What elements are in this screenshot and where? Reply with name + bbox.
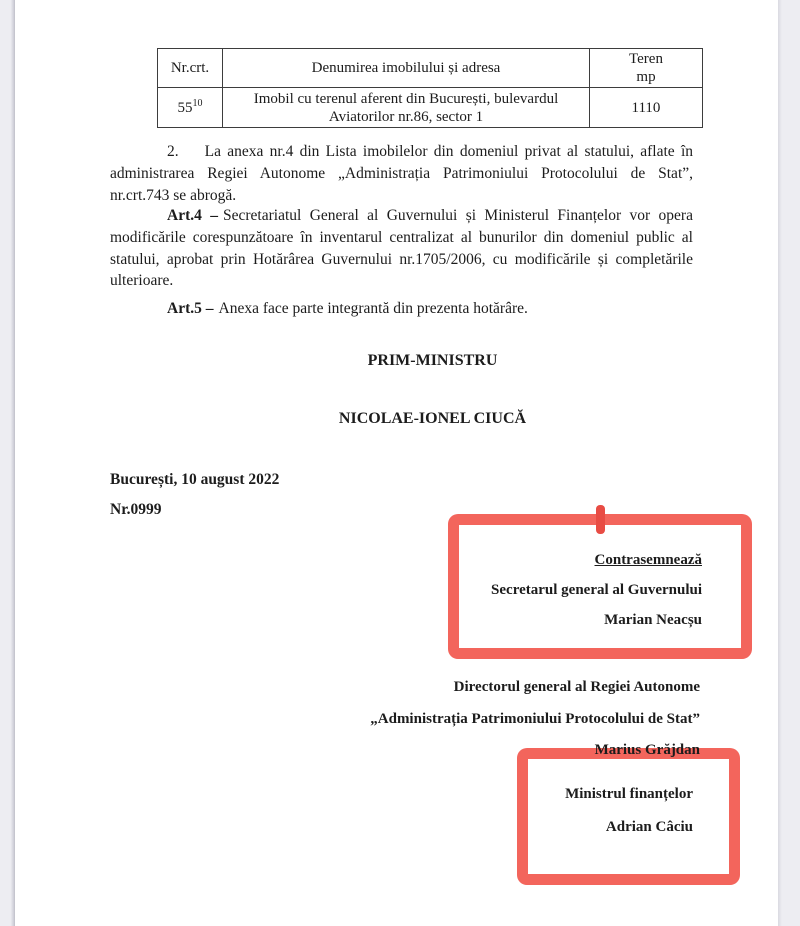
countersign-title: Contrasemnează	[594, 552, 702, 568]
table-cell-nr	[158, 88, 223, 128]
countersign-box-top-tick	[596, 505, 605, 534]
minister-role: Ministrul finanțelor	[565, 786, 693, 802]
director-role-line2: „Administrația Patrimoniului Protocolului de Stat”	[370, 710, 700, 727]
place-and-date: București, 10 august 2022	[110, 471, 280, 488]
table-header-row	[158, 49, 703, 88]
minister-name: Adrian Câciu	[605, 818, 693, 835]
director-name: Marius Grăjdan	[594, 742, 700, 758]
countersign-role: Secretarul general al Guvernului	[491, 582, 702, 598]
paragraph-art5	[110, 298, 693, 320]
table-cell-area: 1110	[590, 88, 703, 128]
minister-block	[565, 778, 693, 843]
paragraph-point-2-text: La anexa nr.4 din Lista imobilelor din domeniul privat al statului, aflate în administrarea Regiei Autonome „Administrația Patrimoniului Protocolului de Stat”, nr.crt.743 se abrogă.	[110, 143, 693, 204]
table-header-area-line1: Teren	[629, 51, 663, 67]
paragraph-point-2	[110, 141, 693, 206]
countersign-name: Marian Neacșu	[604, 612, 702, 628]
row-number-footnote: 10	[192, 97, 203, 109]
paragraph-art4	[110, 205, 693, 292]
paragraph-art4-text: Secretariatul General al Guvernului și Ministerul Finanțelor vor opera modificările corespunzătoare în inventarul centralizat al bunurilor din domeniul public al statului, aprobat prin Hotărârea Guvernului nr.1705/2006, cu modificările și completările ulterioare.	[110, 207, 693, 290]
director-role-line1: Directorul general al Regiei Autonome	[453, 679, 700, 695]
row-number: 55	[177, 99, 193, 116]
countersign-highlight-box	[448, 514, 752, 659]
table-header-name: Denumirea imobilului și adresa	[223, 49, 590, 88]
document-number: Nr.0999	[110, 501, 162, 518]
prime-minister-name: NICOLAE-IONEL CIUCĂ	[338, 410, 527, 427]
table-row	[158, 88, 703, 128]
minister-highlight-box	[517, 748, 740, 885]
page-left-gutter	[0, 0, 15, 926]
prime-minister-title: PRIM-MINISTRU	[367, 352, 498, 369]
paragraph-art5-marker: Art.5 –	[167, 300, 214, 317]
paragraph-art4-marker: Art.4 –	[167, 207, 218, 224]
annex-table	[157, 48, 703, 128]
director-block	[300, 672, 700, 767]
table-cell-name: Imobil cu terenul aferent din București, bulevardul Aviatorilor nr.86, sector 1	[223, 88, 590, 128]
countersign-block	[491, 545, 702, 635]
page-right-gutter	[778, 0, 800, 926]
table-header-nr: Nr.crt.	[158, 49, 223, 88]
table-header-area	[590, 49, 703, 88]
paragraph-point-2-marker: 2.	[167, 143, 179, 160]
paragraph-art5-text: Anexa face parte integrantă din prezenta hotărâre.	[218, 300, 528, 317]
table-header-area-line2: mp	[636, 69, 656, 85]
